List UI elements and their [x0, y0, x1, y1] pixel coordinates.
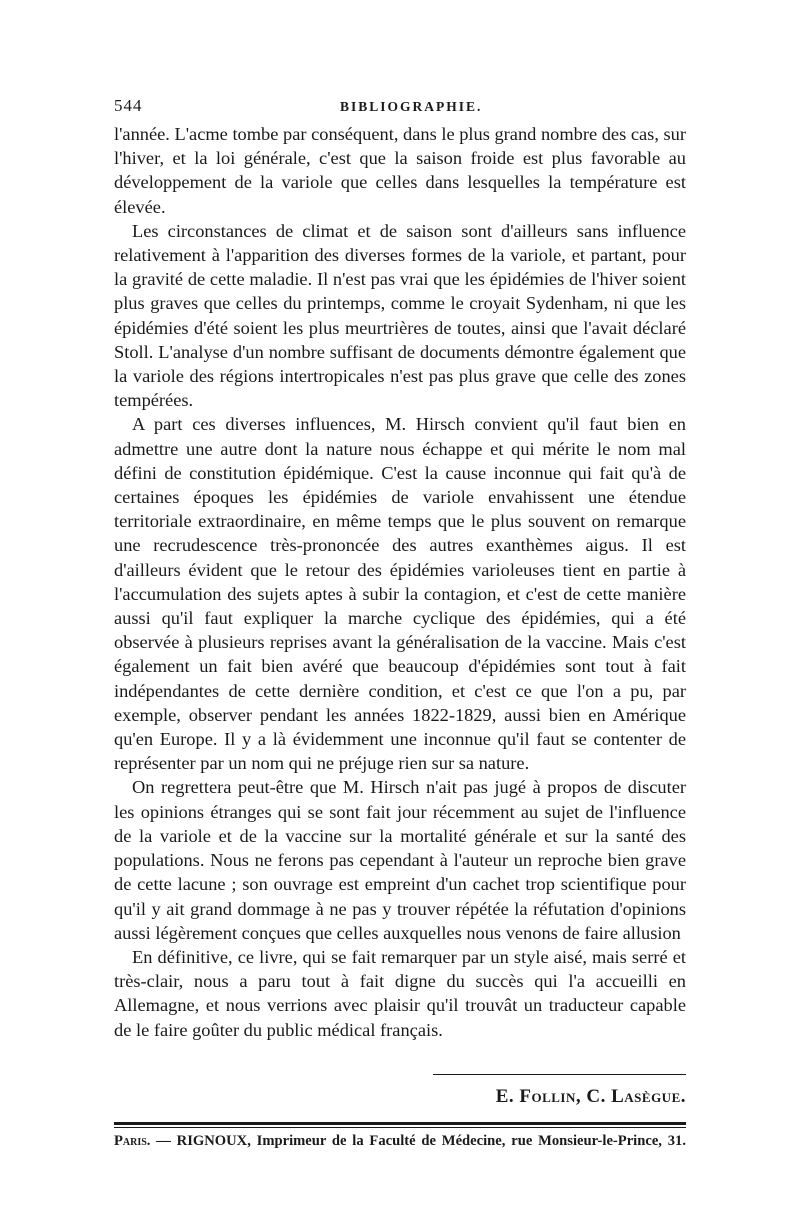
imprint-text: — RIGNOUX, Imprimeur de la Faculté de Médecine, rue Monsieur-le-Prince, 31.	[150, 1132, 686, 1149]
signature: E. Follin, C. Lasègue.	[495, 1085, 686, 1107]
paragraph-5: En définitive, ce livre, qui se fait remarquer par un style aisé, mais serré et très-clair, nous a paru tout à fait digne du succès qui l'a accueilli en Allemagne, et nous verrions avec plaisir qu'il trouvât un traducteur capable de le faire goûter du public médical français.	[114, 946, 686, 1040]
page	[114, 96, 686, 1150]
page-number: 544	[114, 96, 143, 115]
paragraph-1: l'année. L'acme tombe par conséquent, dans le plus grand nombre des cas, sur l'hiver, et la loi générale, c'est que la saison froide est plus favorable au développement de la variole que celles dans lesquelles la température est élevée.	[114, 124, 686, 217]
signature-separator	[433, 1074, 686, 1075]
paragraph-2: Les circonstances de climat et de saison sont d'ailleurs sans influence relativement à l'apparition des diverses formes de la variole, et partant, pour la gravité de cette maladie. Il n'est pas vrai que les épidémies de l'hiver soient plus graves que celles du printemps, comme le croyait Sydenham, ni que les épidémies d'été soient les plus meurtrières de toutes, ainsi que l'avait déclaré Stoll. L'analyse d'un nombre suffisant de documents démontre également que la variole des régions intertropicales n'est pas plus grave que celle des zones tempérées.	[114, 220, 686, 411]
footer-rule-thick	[114, 1122, 686, 1125]
running-head	[114, 96, 686, 122]
printer-imprint	[114, 1133, 686, 1150]
imprint-city: Paris.	[114, 1132, 151, 1149]
running-title: BIBLIOGRAPHIE.	[340, 99, 483, 114]
body-text	[114, 122, 686, 1042]
paragraph-4: On regrettera peut-être que M. Hirsch n'ait pas jugé à propos de discuter les opinions étranges qui se sont fait jour récemment au sujet de l'influence de la variole et de la vaccine sur la mortalité générale et sur la santé des populations. Nous ne ferons pas cependant à l'auteur un reproche bien grave de cette lacune ; son ouvrage est empreint d'un cachet trop scientifique pour qu'il y ait grand dommage à ne pas y trouver répétée la réfutation d'opinions aussi légèrement conçues que celles auxquelles nous venons de faire allusion	[114, 777, 686, 943]
paragraph-3: A part ces diverses influences, M. Hirsch convient qu'il faut bien en admettre une autre dont la nature nous échappe et qui mérite le nom mal défini de constitution épidémique. C'est la cause inconnue qui fait qu'à de certaines époques les épidémies de variole envahissent une étendue territoriale extraordinaire, en même temps que le plus souvent on remarque une recrudescence très-prononcée des autres exanthèmes aigus. Il est d'ailleurs évident que le retour des épidémies varioleuses tient en partie à l'accumulation des sujets aptes à subir la contagion, et c'est de cette manière aussi qu'il faut expliquer la marche cyclique des épidémies, qui a été observée à plusieurs reprises avant la généralisation de la vaccine. Mais c'est également un fait bien avéré que beaucoup d'épidémies sont tout à fait indépendantes de cette dernière condition, et c'est ce que l'on a pu, par exemple, observer pendant les années 1822-1829, aussi bien en Amérique qu'en Europe. Il y a là évidemment une inconnue qu'il faut se contenter de représenter par un nom qui ne préjuge rien sur sa nature.	[114, 414, 686, 774]
footer-rule-thin	[114, 1127, 686, 1128]
